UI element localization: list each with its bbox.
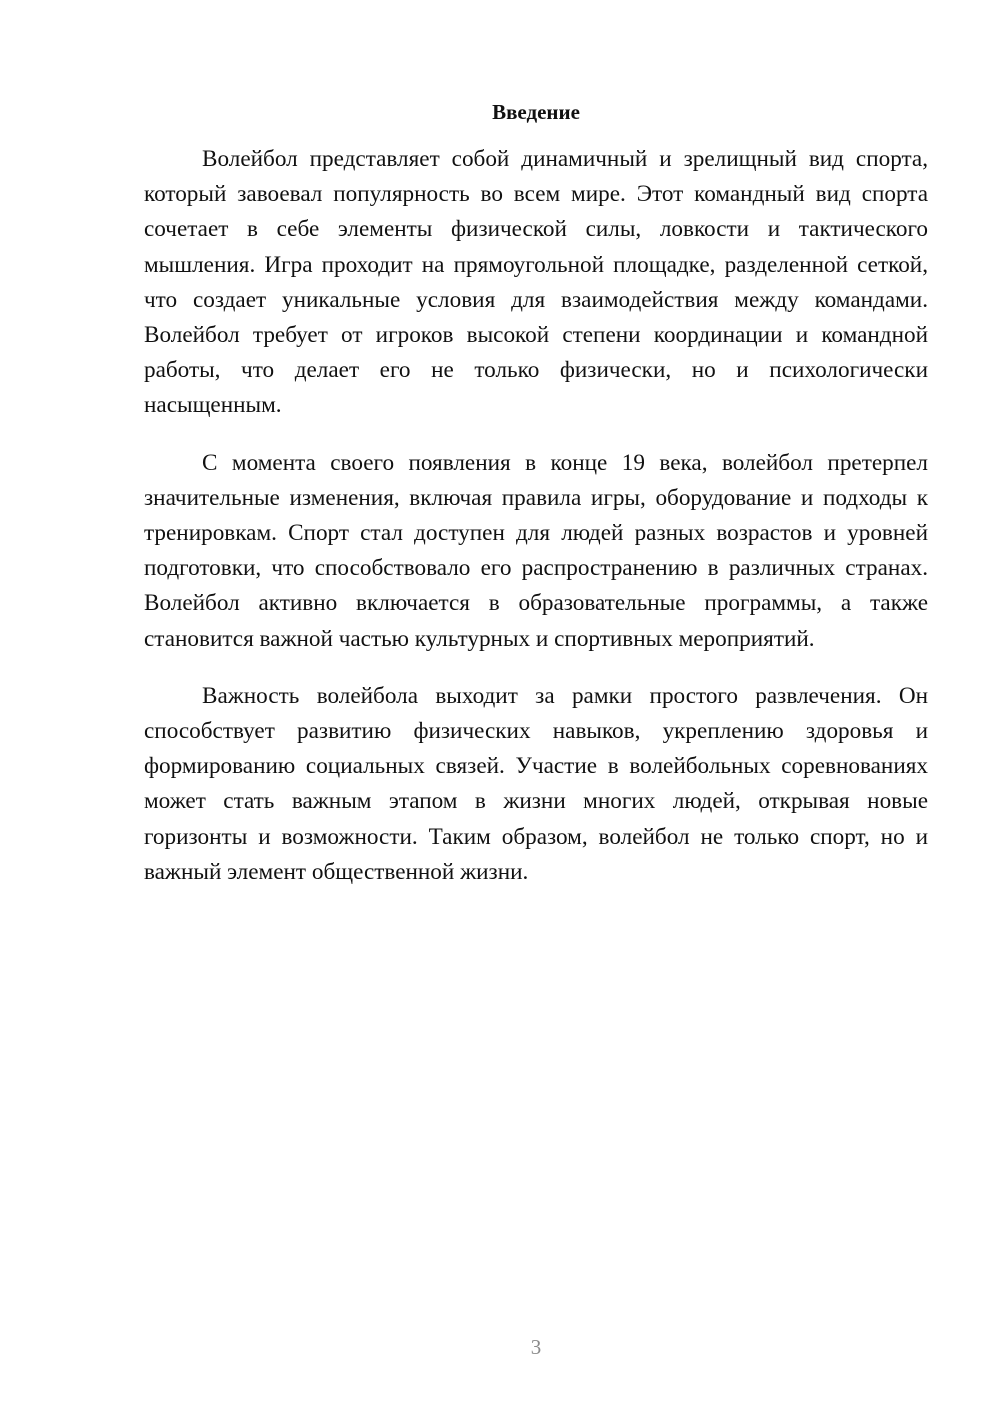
paragraph-3: Важность волейбола выходит за рамки простого развлечения. Он способствует развитию физических навыков, укреплению здоровья и формированию социальных связей. Участие в волейбольных соревнованиях может стать важным этапом в жизни многих людей, открывая новые горизонты и возможности. Таким образом, волейбол не только спорт, но и важный элемент общественной жизни. <box>144 682 928 885</box>
section-heading: Введение <box>492 100 580 124</box>
paragraph-2: С момента своего появления в конце 19 века, волейбол претерпел значительные изменения, включая правила игры, оборудование и подходы к тренировкам. Спорт стал доступен для людей разных возрастов и уровней подготовки, что способствовало его распространению в различных странах. Волейбол активно включается в образовательные программы, а также становится важной частью культурных и спортивных мероприятий. <box>144 449 928 652</box>
body-text <box>144 142 928 912</box>
paragraph-1: Волейбол представляет собой динамичный и зрелищный вид спорта, который завоевал популярность во всем мире. Этот командный вид спорта сочетает в себе элементы физической силы, ловкости и тактического мышления. Игра проходит на прямоугольной площадке, разделенной сеткой, что создает уникальные условия для взаимодействия между командами. Волейбол требует от игроков высокой степени координации и командной работы, что делает его не только физически, но и психологически насыщенным. <box>144 146 928 419</box>
page-number: 3 <box>530 1335 542 1359</box>
